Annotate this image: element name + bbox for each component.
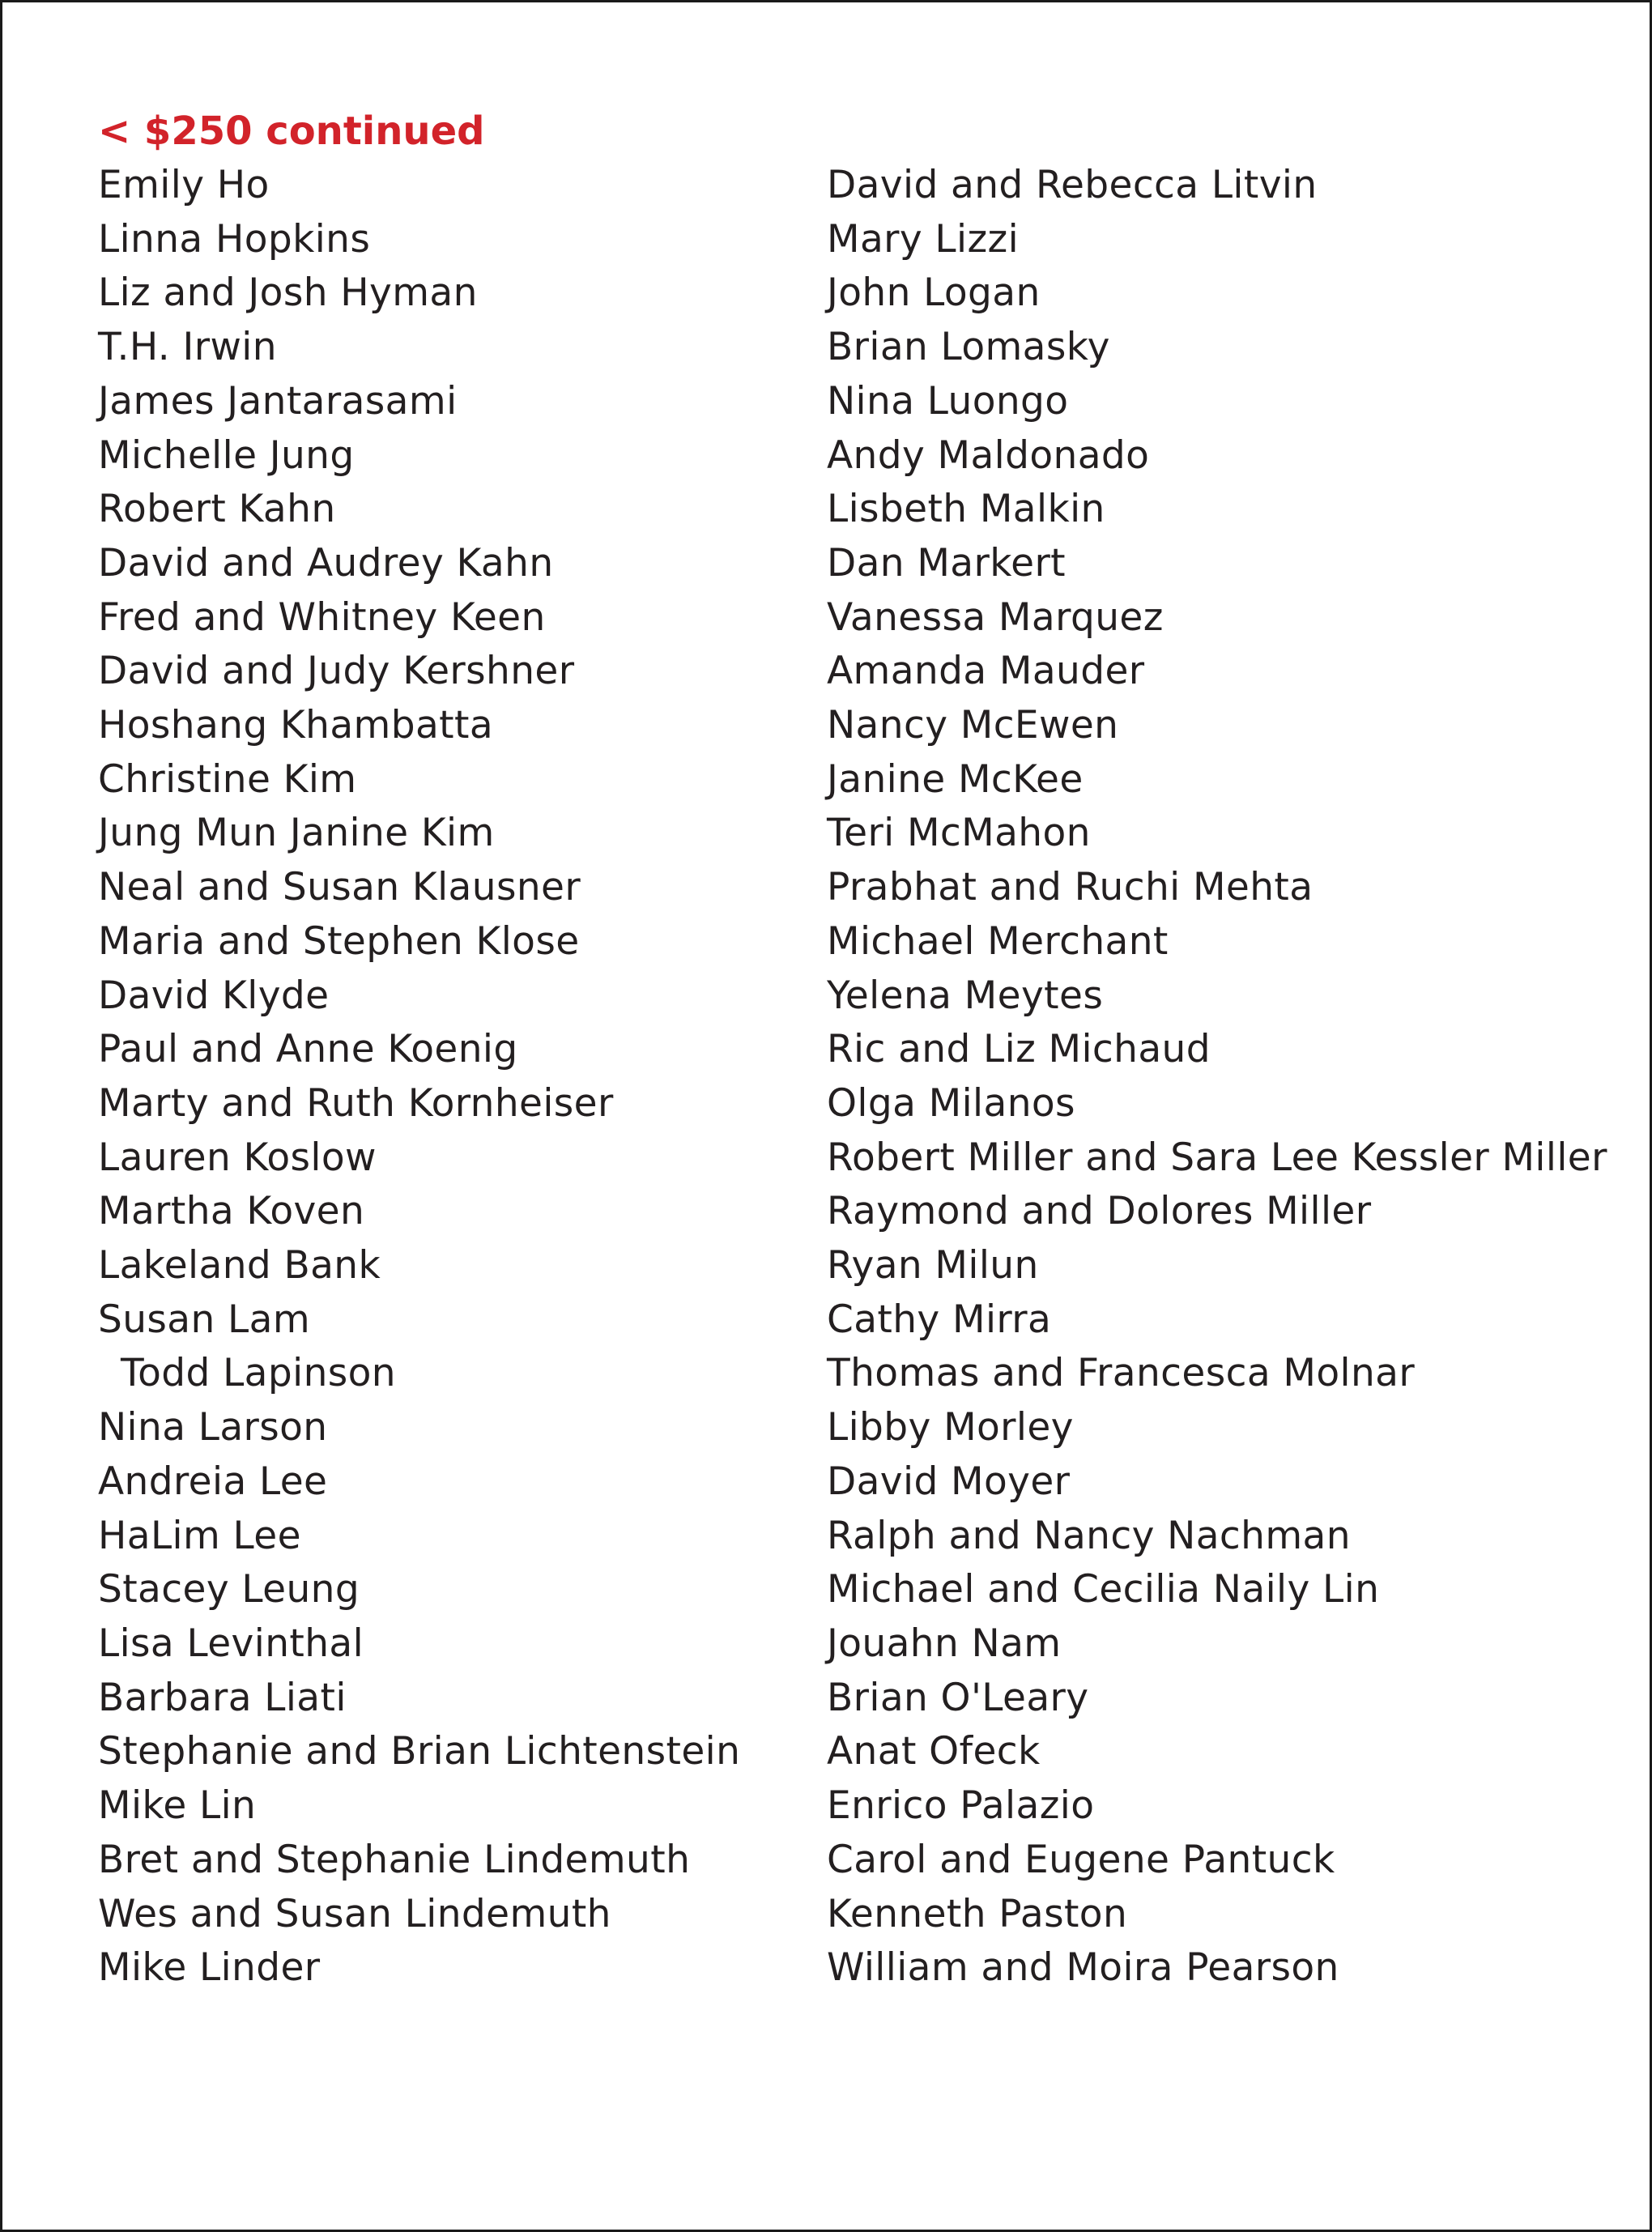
donor-name: Anat Ofeck bbox=[827, 1729, 1041, 1774]
donor-name: Maria and Stephen Klose bbox=[98, 918, 580, 964]
donor-name: David and Audrey Kahn bbox=[98, 540, 554, 586]
donor-name: Ryan Milun bbox=[827, 1243, 1039, 1289]
donor-name: Todd Lapinson bbox=[121, 1351, 396, 1396]
donor-name: Mary Lizzi bbox=[827, 216, 1020, 262]
donor-name: Amanda Mauder bbox=[827, 649, 1145, 694]
donor-name: Lauren Koslow bbox=[98, 1135, 377, 1180]
donor-name: Carol and Eugene Pantuck bbox=[827, 1837, 1335, 1882]
donor-name: Dan Markert bbox=[827, 540, 1067, 586]
donor-name: John Logan bbox=[827, 270, 1041, 316]
donor-name: Fred and Whitney Keen bbox=[98, 594, 546, 640]
donor-name: Robert Miller and Sara Lee Kessler Miller bbox=[827, 1135, 1607, 1180]
donor-name: Jung Mun Janine Kim bbox=[98, 811, 495, 856]
donor-name: Emily Ho bbox=[98, 163, 270, 207]
donor-name: Wes and Susan Lindemuth bbox=[98, 1891, 611, 1936]
donor-name: Jouahn Nam bbox=[827, 1621, 1062, 1666]
donor-name: Mike Lin bbox=[98, 1783, 257, 1829]
donor-name: Michelle Jung bbox=[98, 432, 355, 478]
donor-name: David and Judy Kershner bbox=[98, 649, 575, 694]
donor-name: Hoshang Khambatta bbox=[98, 703, 494, 748]
donor-name: Mike Linder bbox=[98, 1945, 321, 1991]
donor-name: Liz and Josh Hyman bbox=[98, 270, 478, 316]
donor-name: David and Rebecca Litvin bbox=[827, 163, 1318, 207]
donor-name: Olga Milanos bbox=[827, 1080, 1075, 1126]
donor-name: Lisa Levinthal bbox=[98, 1621, 364, 1666]
left-column bbox=[98, 104, 740, 1996]
donor-name: Kenneth Paston bbox=[827, 1891, 1128, 1936]
donor-name: Robert Kahn bbox=[98, 487, 336, 532]
donor-name: Neal and Susan Klausner bbox=[98, 865, 581, 910]
donor-name: Brian Lomasky bbox=[827, 325, 1110, 370]
right-column bbox=[827, 159, 1607, 1996]
donor-name: Martha Koven bbox=[98, 1189, 365, 1234]
donor-name: Ric and Liz Michaud bbox=[827, 1027, 1211, 1072]
donor-name: Prabhat and Ruchi Mehta bbox=[827, 865, 1314, 910]
donor-name: Marty and Ruth Kornheiser bbox=[98, 1080, 614, 1126]
donor-name: David Moyer bbox=[827, 1459, 1071, 1504]
donor-name: Janine McKee bbox=[827, 756, 1084, 802]
donor-name: Lisbeth Malkin bbox=[827, 487, 1105, 532]
donor-name: Susan Lam bbox=[98, 1297, 311, 1342]
donor-name: Brian O'Leary bbox=[827, 1675, 1089, 1720]
donor-name: Yelena Meytes bbox=[827, 973, 1104, 1018]
donor-name: William and Moira Pearson bbox=[827, 1945, 1339, 1991]
donor-name: Enrico Palazio bbox=[827, 1783, 1095, 1829]
donor-name: Ralph and Nancy Nachman bbox=[827, 1513, 1351, 1558]
section-heading: < $250 continued bbox=[98, 109, 485, 154]
donor-name: Andy Maldonado bbox=[827, 432, 1150, 478]
donor-name: Nancy McEwen bbox=[827, 703, 1119, 748]
donor-name: Paul and Anne Koenig bbox=[98, 1027, 518, 1072]
donor-name: Vanessa Marquez bbox=[827, 594, 1164, 640]
donor-name: Raymond and Dolores Miller bbox=[827, 1189, 1372, 1234]
donor-name: Linna Hopkins bbox=[98, 216, 371, 262]
donor-name: Nina Larson bbox=[98, 1405, 328, 1450]
donor-name: Libby Morley bbox=[827, 1405, 1074, 1450]
donor-name: Teri McMahon bbox=[827, 811, 1091, 856]
donor-name: James Jantarasami bbox=[98, 378, 458, 424]
donor-name: Andreia Lee bbox=[98, 1459, 328, 1504]
donor-name: HaLim Lee bbox=[98, 1513, 301, 1558]
donor-name: Christine Kim bbox=[98, 756, 357, 802]
donor-name: Thomas and Francesca Molnar bbox=[827, 1351, 1416, 1396]
donor-name: Barbara Liati bbox=[98, 1675, 347, 1720]
donor-name: Cathy Mirra bbox=[827, 1297, 1052, 1342]
donor-name: T.H. Irwin bbox=[98, 325, 277, 370]
donor-name: Stephanie and Brian Lichtenstein bbox=[98, 1729, 741, 1774]
donor-name: Lakeland Bank bbox=[98, 1243, 381, 1289]
donor-name: Stacey Leung bbox=[98, 1567, 360, 1612]
donor-name: Nina Luongo bbox=[827, 378, 1069, 424]
donor-name: Michael Merchant bbox=[827, 918, 1169, 964]
donor-name: David Klyde bbox=[98, 973, 330, 1018]
donor-name: Bret and Stephanie Lindemuth bbox=[98, 1837, 691, 1882]
donor-name: Michael and Cecilia Naily Lin bbox=[827, 1567, 1380, 1612]
